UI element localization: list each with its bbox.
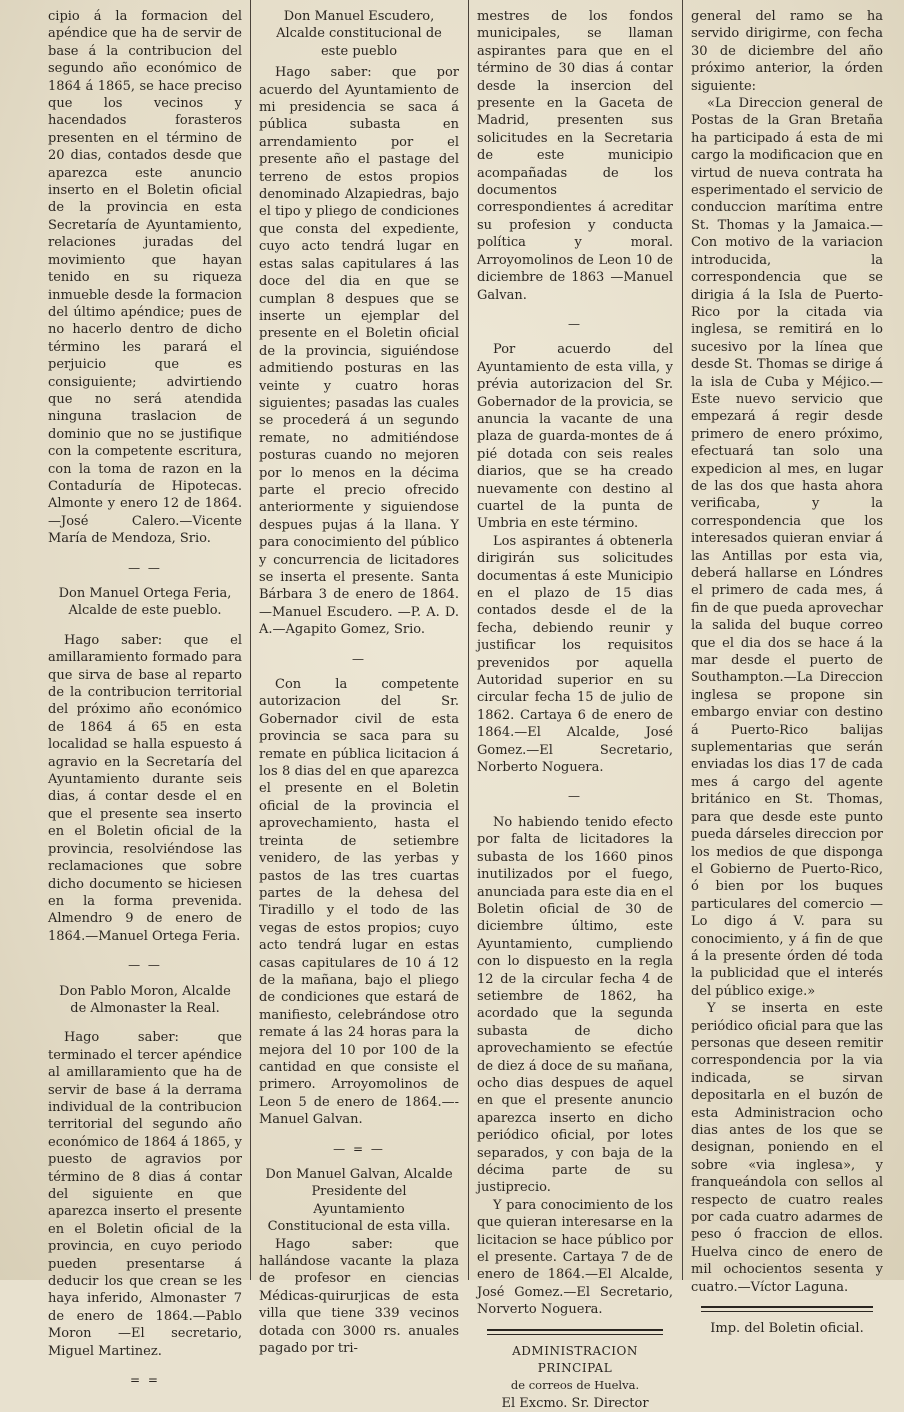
notice-arroyomolinos-pastos-text: Con la competente autorizacion del Sr. Gobernador civil de esta provincia se saca para su remate en pública licitacion á los 8 dias del en que aparezca el presente en el Boletin oficial de la provincia el aprovechamiento, hasta el treinta de setiembre venidero, de las yerbas y pastos de las tres cuartas partes de la dehesa del Tiradillo y el todo de las vegas de estos propios; cuyo acto tendrá lugar en estas casas capitulares de 10 á 12 de la mañana, bajo el pliego de condiciones que estará de manifiesto, celebrándose otro remate á las 24 horas para la mejora del 10 por 100 de la cantidad en que consiste el primero. Arroyomolinos de Leon 5 de enero de 1864.—-Manuel Galvan. bbox=[259, 677, 459, 1128]
notice-heading-santa-barbara: Don Manuel Escudero, Alcalde constitucional de este pueblo bbox=[276, 9, 442, 59]
notice-almonte-text: cipio á la formacion del apéndice que ha de servir de base á la contribucion del segundo año económico de 1864 á 1865, se hace preciso que los vecinos y hacendados forasteros presenten en el término de 20 dias, contados desde que aparezca este anuncio inserto en el Boletin oficial de la provincia en esta Secretaría de Ayuntamiento, relaciones juradas del movimiento que hayan tenido en su riqueza inmueble desde la formacion del último apéndice; pues de no hacerlo dentro de dicho término les parará el perjuicio que es consiguiente; advirtiendo que no será atendida ninguna traslacion de dominio que no se justifique con la competente escritura, con la toma de razon en la Contaduría de Hipotecas. Almonte y enero 12 de 1864. —José Calero.—Vicente María de Mendoza, Srio. bbox=[48, 9, 242, 547]
section-rule bbox=[487, 1329, 663, 1335]
notice-arroyomolinos-medico-text: Hago saber: que hallándose vacante la plaza de profesor en ciencias Médicas-quirurjicas de esta villa que tiene 339 vecinos dotada con 3000 rs. anuales pagado por tri- bbox=[259, 1236, 459, 1357]
column-4 bbox=[691, 8, 883, 1337]
separator: — bbox=[568, 789, 582, 804]
column-1 bbox=[48, 8, 242, 1397]
notice-arroyomolinos-medico-cont: mestres de los fondos municipales, se llaman aspirantes para que en el término de 30 dias á contar desde la insercion del presente en la Gaceta de Madrid, presenten sus solicitudes en la Secretaria de este municipio acompañadas de los documentos correspondientes á acreditar su profesion y conducta política y moral. Arroyomolinos de Leon 10 de diciembre de 1863 —Manuel Galvan. bbox=[477, 9, 673, 303]
notice-almendro-text: Hago saber: que el amillaramiento formado para que sirva de base al reparto de la contribucion territorial del próximo año económico de 1864 á 65 en esta localidad se halla espuesto á agravio en la Secretaría del Ayuntamiento durante seis dias, á contar desde el en que el presente sea inserto en el Boletin oficial de la provincia, resolviéndose las reclamaciones que sobre dicho documento se hiciesen en la forma prevenida. Almendro 9 de enero de 1864.—Manuel Ortega Feria. bbox=[48, 632, 242, 944]
column-divider bbox=[250, 0, 251, 1280]
notice-santa-barbara-text: Hago saber: que por acuerdo del Ayuntamiento de mi presidencia se saca á pública subasta en arrendamiento por el presente año el pastage del terreno de estos propios denominado Alzapiedras, bajo el tipo y pliego de condiciones que consta del expediente, cuyo acto tendrá lugar en estas salas capitulares á las doce del dia en que se cumplan 8 despues que se inserte un ejemplar del presente en el Boletin oficial de la provincia, siguiéndose admitiendo posturas en las veinte y cuatro horas siguientes; pasadas las cuales se procederá á un segundo remate, no admitiéndose posturas cuando no mejoren por lo menos en la décima parte el precio ofrecido anteriormente y siguiendose despues pujas á la llana. Y para conocimiento del público y concurrencia de licitadores se inserta el presente. Santa Bárbara 3 de enero de 1864.—Manuel Escudero. —P. A. D. A.—Agapito Gomez, Srio. bbox=[259, 65, 459, 638]
separator: = = bbox=[130, 1373, 160, 1388]
notice-heading-almendro: Don Manuel Ortega Feria, Alcalde de este pueblo. bbox=[58, 586, 232, 619]
notice-heading-arroyomolinos-medico: Don Manuel Galvan, Alcalde Presidente del Ayuntamiento Constitucional de esta villa. bbox=[265, 1167, 453, 1235]
admin-correos-title: ADMINISTRACION PRINCIPAL bbox=[512, 1343, 638, 1376]
section-rule bbox=[701, 1306, 873, 1312]
column-divider bbox=[468, 0, 469, 1280]
notice-cartaya-pinos-closing: Y para conocimiento de los que quieran interesarse en la licitacion se hace público por el presente. Cartaya 7 de de enero de 1864.—El Alcalde, José Gomez.—El Secretario, Norverto Noguera. bbox=[477, 1197, 673, 1318]
separator: — bbox=[352, 651, 366, 666]
notice-cartaya-pinos-text: No habiendo tenido efecto por falta de licitadores la subasta de los 1660 pinos inutilizados por el fuego, anunciada para este dia en el Boletin oficial de 30 de diciembre último, este Ayuntamiento, cumpliendo con lo dispuesto en la regla 12 de la circular fecha 4 de setiembre de 1862, ha acordado que la segunda subasta de dicho aprovechamiento se efectúe de diez á doce de su mañana, ocho dias despues de aquel en que el presente anuncio aparezca inserto en dicho periódico oficial, por lotes separados, y con baja de la décima parte de su justiprecio. bbox=[477, 814, 673, 1196]
separator: — — bbox=[128, 958, 162, 973]
notice-almonaster-text: Hago saber: que terminado el tercer apéndice al amillaramiento que ha de servir de base á la derrama individual de la contribucion territorial del segundo año económico de 1864 á 1865, y puesto de agravios por término de 8 dias á contar del siguiente en que aparezca inserto el presente en el Boletin oficial de la provincia, en cuyo periodo pueden presentarse á deducir los que crean se les haya inferido, Almonaster 7 de enero de 1864.—Pablo Moron —El secretario, Miguel Martinez. bbox=[48, 1030, 242, 1359]
notice-heading-almonaster: Don Pablo Moron, Alcalde de Almonaster la Real. bbox=[59, 983, 231, 1016]
notice-cartaya-guarda-text: Por acuerdo del Ayuntamiento de esta villa, y prévia autorizacion del Sr. Gobernador de la provicia, se anuncia la vacante de una plaza de guarda-montes de á pié dotada con seis reales diarios, que se ha creado nuevamente con destino al cuartel de la punta de Umbria en este término. bbox=[477, 342, 673, 532]
order-intro: general del ramo se ha servido dirigirme, con fecha 30 de diciembre del año próximo anterior, la órden siguiente: bbox=[691, 9, 883, 94]
column-2 bbox=[259, 8, 459, 1357]
separator: — bbox=[568, 316, 582, 331]
admin-correos-subtitle: de correos de Huelva. bbox=[510, 1378, 640, 1393]
imprint: Imp. del Boletin oficial. bbox=[710, 1321, 864, 1337]
admin-correos-intro: El Excmo. Sr. Director bbox=[501, 1395, 649, 1411]
separator: — — bbox=[128, 560, 162, 575]
order-closing: Y se inserta en este periódico oficial para que las personas que deseen remitir correspondencia por la via indicada, se sirvan depositarla en el buzón de esta Administracion ocho dias antes de los que se designan, poniendo en el sobre «via inglesa», y franqueándola con sellos al respecto de cuatro reales por cada cuatro adarmes de peso ó fraccion de ellos. Huelva cinco de enero de mil ochocientos sesenta y cuatro.—Víctor Laguna. bbox=[691, 1001, 883, 1295]
column-divider bbox=[682, 0, 683, 1280]
column-3 bbox=[477, 8, 673, 1412]
order-text: «La Direccion general de Postas de la Gran Bretaña ha participado á esta de mi cargo la modificacion que en virtud de nueva contrata ha esperimentado el servicio de conduccion marítima entre St. Thomas y la Jamaica.—Con motivo de la variacion introducida, la correspondencia que se dirigia á la Isla de Puerto-Rico por la citada via inglesa, se remitirá en lo sucesivo por la línea que desde St. Thomas se dirige á la isla de Cuba y Méjico.—Este nuevo servicio que empezará á regir desde primero de enero próximo, efectuará tan solo una expedicion al mes, en lugar de las dos que hasta ahora verificaba, y la correspondencia que los interesados quieran enviar á las Antillas por esta via, deberá hallarse en Lóndres el primero de cada mes, á fin de que pueda aprovechar la salida del buque correo que el dia dos se hace á la mar desde el puerto de Southampton.—La Direccion inglesa se propone sin embargo enviar con destino á Puerto-Rico balijas suplementarias que serán enviadas los dias 17 de cada mes á cargo del agente británico en St. Thomas, para que desde este punto pueda dárseles direccion por los medios de que disponga el Gobierno de Puerto-Rico, ó bien por los buques particulares del comercio —Lo digo á V. para su conocimiento, y á fin de que á la presente órden dé toda la publicidad que el interés del público exige.» bbox=[691, 96, 883, 999]
notice-cartaya-aspirantes-text: Los aspirantes á obtenerla dirigirán sus solicitudes documentas á este Municipio en el plazo de 15 dias contados desde el de la fecha, debiendo reunir y justificar los requisitos prevenidos por aquella Autoridad superior en su circular fecha 15 de julio de 1862. Cartaya 6 de enero de 1864.—El Alcalde, José Gomez.—El Secretario, Norberto Noguera. bbox=[477, 533, 673, 776]
separator: — = — bbox=[333, 1141, 385, 1156]
